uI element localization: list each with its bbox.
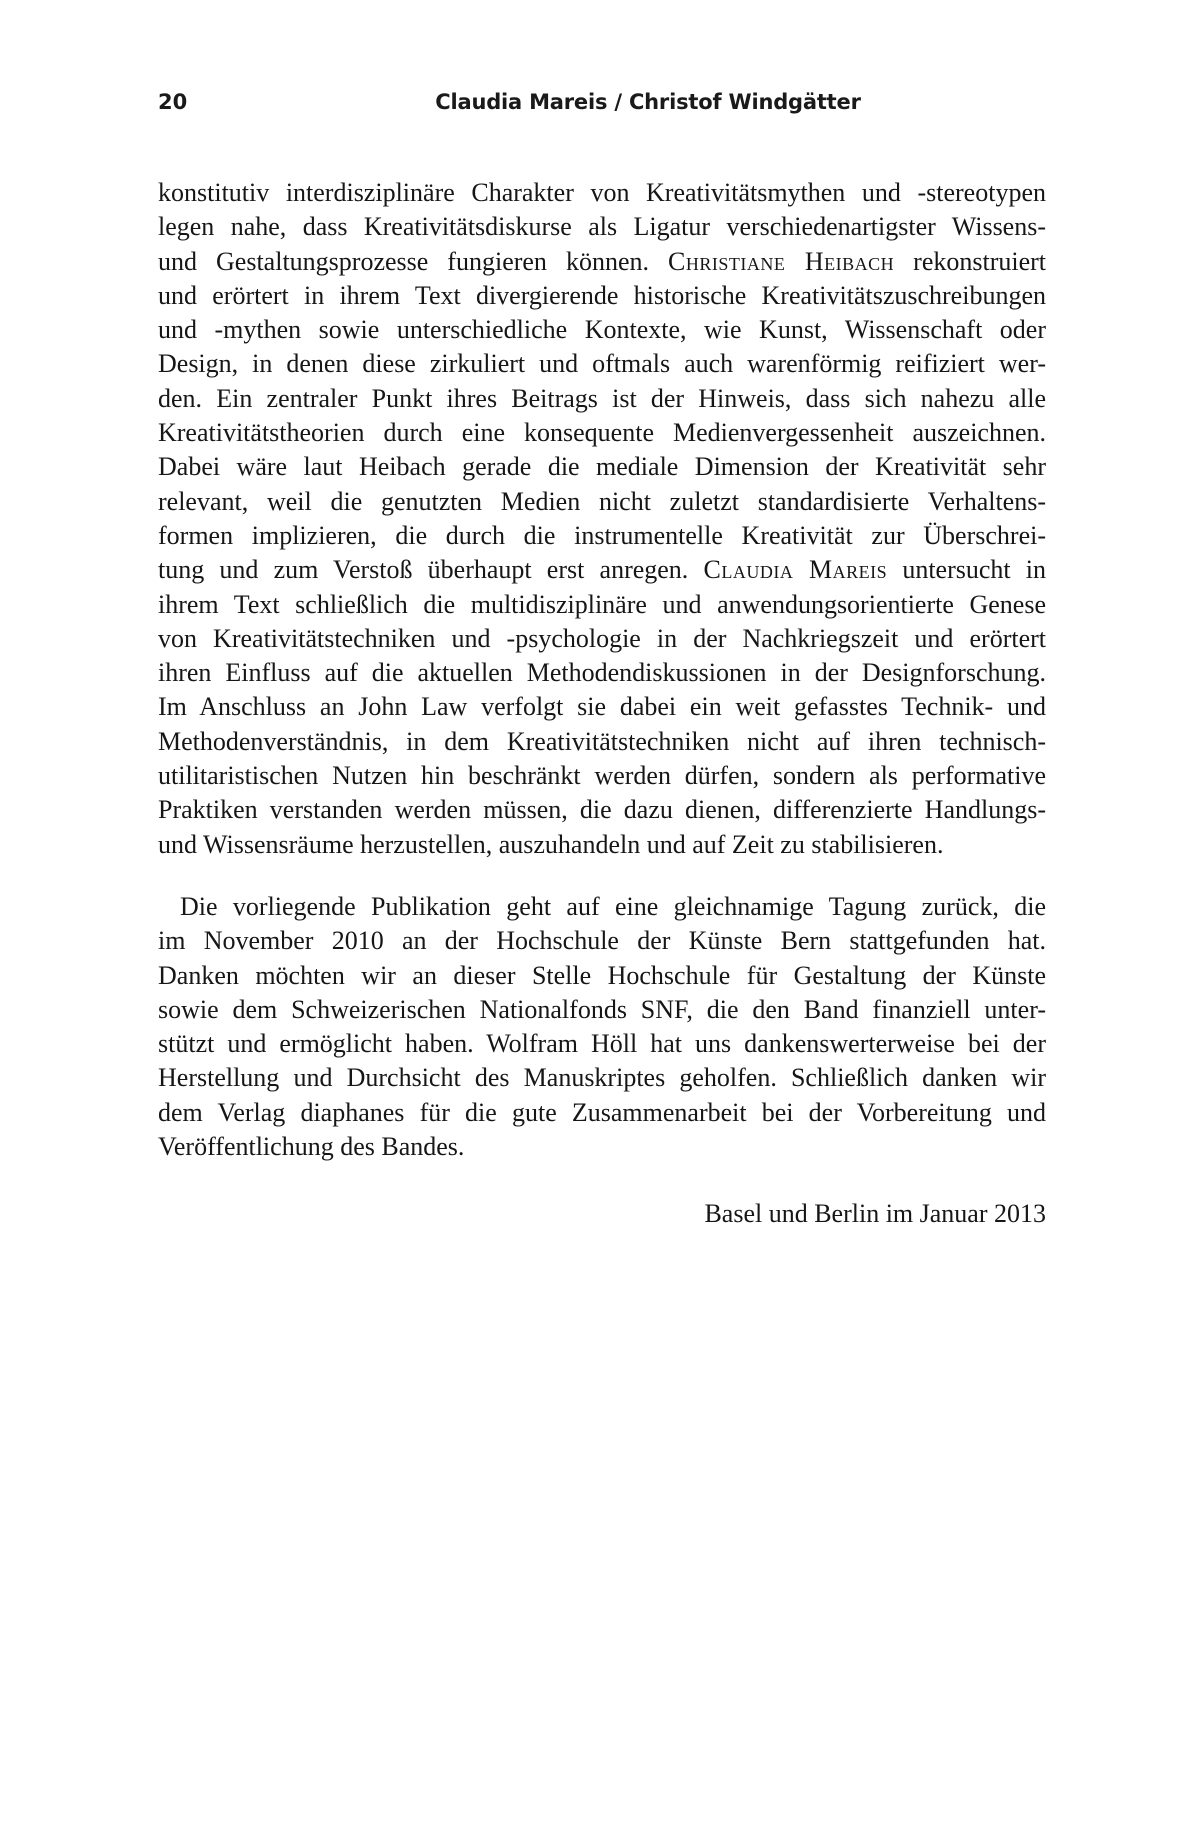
text-line: stützt und ermöglicht haben. Wolfram Höll hat uns dankenswerterweise bei der <box>158 1029 1046 1059</box>
text-line: Danken möchten wir an dieser Stelle Hochschule für Gestaltung der Künste <box>158 960 1046 990</box>
text-fragment: und Gestaltungsprozesse fungieren können. <box>158 246 649 276</box>
author-name-heibach: Christiane Heibach <box>668 246 895 276</box>
text-line: ihrem Text schließlich die multidisziplinäre und anwendungsorientierte Genese <box>158 589 1046 619</box>
text-line: konstitutiv interdisziplinäre Charakter von Kreativitätsmythen und -stereotypen <box>158 178 1046 207</box>
text-line: Kreativitätstheorien durch eine konsequente Medienvergessenheit auszeichnen. <box>158 418 1046 448</box>
text-line: den. Ein zentraler Punkt ihres Beitrags ist der Hinweis, dass sich nahezu alle <box>158 383 1046 413</box>
running-head <box>158 90 1046 120</box>
text-line: von Kreativitätstechniken und -psychologie in der Nachkriegszeit und erörtert <box>158 623 1046 653</box>
page-number: 20 <box>158 90 188 114</box>
text-line: und -mythen sowie unterschiedliche Kontexte, wie Kunst, Wissenschaft oder <box>158 315 1046 345</box>
text-line: Dabei wäre laut Heibach gerade die mediale Dimension der Kreativität sehr <box>158 452 1046 482</box>
text-fragment: tung und zum Verstoß überhaupt erst anregen. <box>158 555 689 585</box>
text-line: und erörtert in ihrem Text divergierende historische Kreativitätszuschreibungen <box>158 280 1046 310</box>
text-line: ihren Einfluss auf die aktuellen Methodendiskussionen in der Designforschung. <box>158 658 1046 688</box>
text-line <box>158 553 1046 587</box>
text-line: relevant, weil die genutzten Medien nicht zuletzt standardisierte Verhaltens- <box>158 486 1046 516</box>
text-line: sowie dem Schweizerischen Nationalfonds SNF, die den Band finanziell unter- <box>158 994 1046 1024</box>
place-date-signature: Basel und Berlin im Januar 2013 <box>704 1199 1046 1228</box>
text-fragment: untersucht in <box>902 555 1047 585</box>
text-line: Die vorliegende Publikation geht auf eine gleichnamige Tagung zurück, die <box>180 892 1046 921</box>
text-line: utilitaristischen Nutzen hin beschränkt werden dürfen, sondern als performative <box>158 761 1046 791</box>
text-line: und Wissensräume herzustellen, auszuhandeln und auf Zeit zu stabilisieren. <box>158 829 944 859</box>
text-line: Methodenverständnis, in dem Kreativitätstechniken nicht auf ihren technisch- <box>158 726 1046 756</box>
author-name-mareis: Claudia Mareis <box>703 555 888 585</box>
paragraph-acknowledgements <box>158 890 1046 1164</box>
running-title: Claudia Mareis / Christof Windgätter <box>435 90 861 114</box>
text-line: Im Anschluss an John Law verfolgt sie dabei ein weit gefasstes Technik- und <box>158 692 1046 722</box>
text-line: formen implizieren, die durch die instrumentelle Kreativität zur Überschrei- <box>158 520 1046 550</box>
text-line: im November 2010 an der Hochschule der Künste Bern stattgefunden hat. <box>158 926 1046 956</box>
text-line: dem Verlag diaphanes für die gute Zusammenarbeit bei der Vorbereitung und <box>158 1097 1046 1127</box>
text-fragment: rekonstruiert <box>913 246 1046 276</box>
text-line: Praktiken verstanden werden müssen, die dazu dienen, differenzierte Handlungs- <box>158 795 1046 825</box>
text-line <box>158 245 1046 279</box>
text-line: Herstellung und Durchsicht des Manuskriptes geholfen. Schließlich danken wir <box>158 1063 1046 1093</box>
text-line: Design, in denen diese zirkuliert und oftmals auch warenförmig reifiziert wer- <box>158 349 1046 379</box>
text-line: legen nahe, dass Kreativitätsdiskurse als Ligatur verschiedenartigster Wissens- <box>158 212 1046 242</box>
paragraph-contributions <box>158 176 1046 862</box>
text-line: Veröffentlichung des Bandes. <box>158 1132 465 1162</box>
